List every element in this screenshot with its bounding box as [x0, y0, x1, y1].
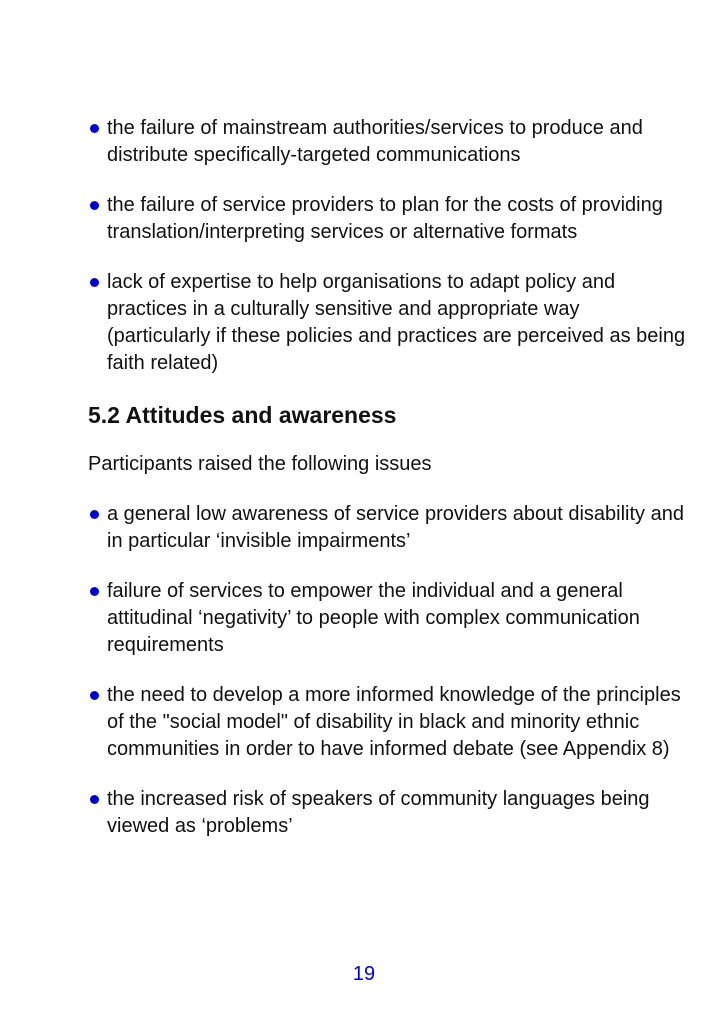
list-item-text: a general low awareness of service providers about disability and in particular ‘invisible impairments’: [107, 503, 684, 552]
list-item: [88, 578, 688, 659]
list-item: [88, 115, 688, 169]
page-content: [88, 115, 688, 863]
section-intro: Participants raised the following issues: [88, 453, 432, 475]
list-item-text: the need to develop a more informed knowledge of the principles of the "social model" of disability in black and minority ethnic communities in order to have informed debate (see Appendix 8): [107, 684, 681, 760]
list-item-text: failure of services to empower the individual and a general attitudinal ‘negativity’ to people with complex communication requirements: [107, 580, 640, 656]
section-heading: 5.2 Attitudes and awareness: [88, 402, 397, 428]
bullet-list-issues: [88, 501, 688, 840]
bullet-list-top: [88, 115, 688, 377]
bullet-dot-icon: [90, 587, 99, 596]
list-item-text: the failure of mainstream authorities/services to produce and distribute specifically-targeted communications: [107, 117, 643, 166]
list-item-text: the increased risk of speakers of community languages being viewed as ‘problems’: [107, 788, 650, 837]
bullet-dot-icon: [90, 124, 99, 133]
page-number: 19: [352, 963, 376, 985]
list-item-text: lack of expertise to help organisations to adapt policy and practices in a culturally sensitive and appropriate way (particularly if these policies and practices are perceived as being faith related): [107, 271, 686, 374]
bullet-dot-icon: [90, 278, 99, 287]
list-item: [88, 192, 688, 246]
list-item: [88, 501, 688, 555]
list-item-text: the failure of service providers to plan for the costs of providing translation/interpreting services or alternative formats: [107, 194, 663, 243]
bullet-dot-icon: [90, 201, 99, 210]
bullet-dot-icon: [90, 795, 99, 804]
list-item: [88, 269, 688, 377]
bullet-dot-icon: [90, 510, 99, 519]
list-item: [88, 682, 688, 763]
list-item: [88, 786, 688, 840]
bullet-dot-icon: [90, 691, 99, 700]
